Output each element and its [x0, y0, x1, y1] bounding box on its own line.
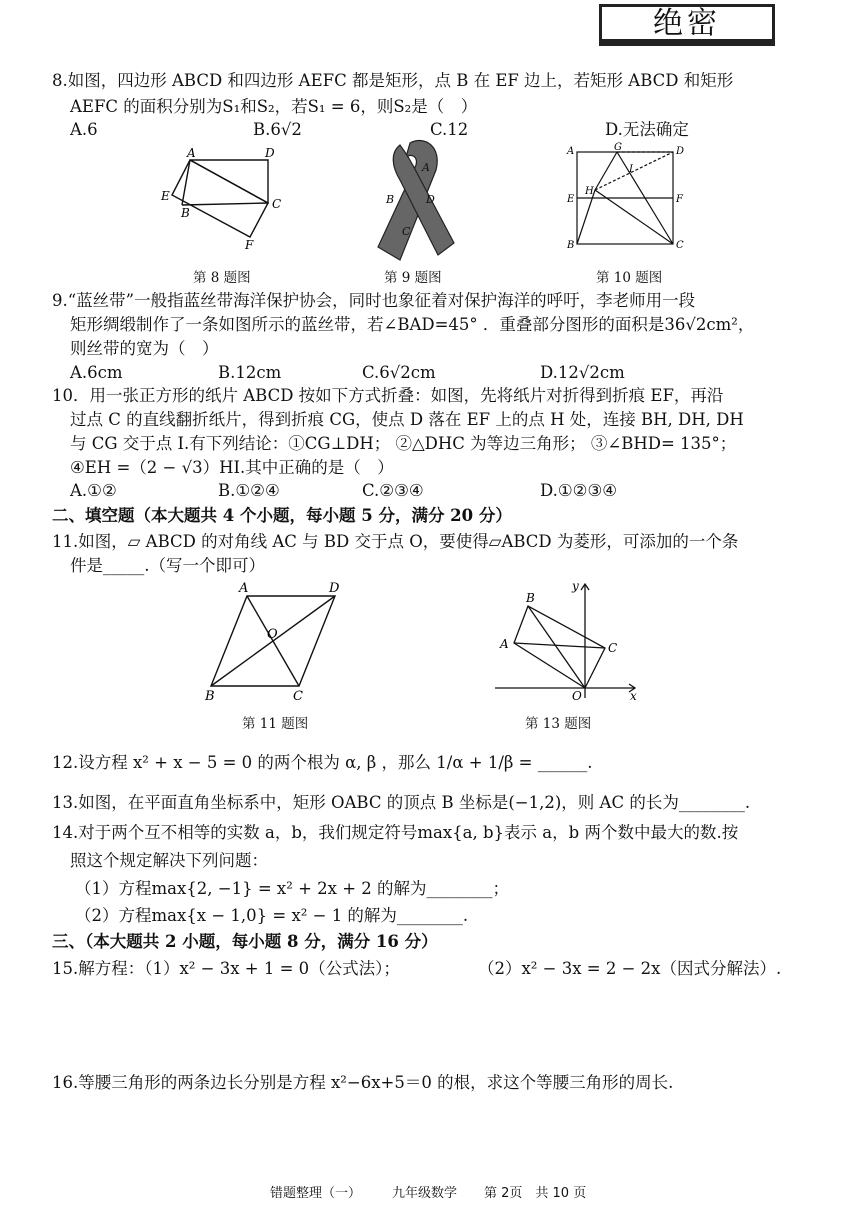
stamp-text: 绝密	[653, 6, 721, 41]
q8-option-b: B.6√2	[253, 120, 302, 139]
figure-9	[370, 135, 460, 265]
q10-option-d: D.①②③④	[540, 481, 618, 500]
fig8-label-d: D	[265, 146, 275, 160]
section-2-heading: 二、填空题（本大题共 4 个小题，每小题 5 分，满分 20 分）	[52, 506, 512, 525]
fig9-label-c: C	[402, 225, 411, 238]
q9-option-c: C.6√2cm	[362, 363, 436, 382]
footer-middle: 九年级数学	[392, 1186, 458, 1201]
q14-line4: （2）方程max{x − 1,0} = x² − 1 的解为________.	[75, 906, 469, 925]
q11-line1: 11.如图，▱ ABCD 的对角线 AC 与 BD 交于点 O，要使得▱ABCD 为菱形，可添加的一个条	[52, 532, 739, 551]
q16: 16.等腰三角形的两条边长分别是方程 x²−6x+5＝0 的根，求这个等腰三角形的周长.	[52, 1073, 674, 1092]
fig8-label-c: C	[272, 197, 282, 211]
q10-line2: 过点 C 的直线翻折纸片，得到折痕 CG，使点 D 落在 EF 上的点 H 处，连接 BH, DH, DH	[70, 410, 744, 429]
q13: 13.如图，在平面直角坐标系中，矩形 OABC 的顶点 B 坐标是(−1,2)，则 AC 的长为________.	[52, 793, 751, 812]
figure-11	[195, 580, 350, 705]
fig9-label-a: A	[422, 161, 430, 174]
fig10-label-g: G	[614, 142, 622, 153]
fig10-label-c: C	[676, 240, 684, 251]
q8-line1: 8.如图，四边形 ABCD 和四边形 AEFC 都是矩形，点 B 在 EF 边上，若矩形 ABCD 和矩形	[52, 71, 734, 90]
fig10-label-b: B	[567, 240, 575, 251]
q9-option-b: B.12cm	[218, 363, 282, 382]
figure-8	[155, 145, 295, 257]
fig10-label-d: D	[676, 146, 685, 157]
fig10-caption: 第 10 题图	[596, 270, 663, 286]
fig10-label-e: E	[567, 194, 575, 205]
fig11-label-c: C	[293, 689, 303, 704]
fig11-label-d: D	[329, 581, 340, 596]
q10-line1: 10．用一张正方形的纸片 ABCD 按如下方式折叠：如图，先将纸片对折得到折痕 EF，再沿	[52, 386, 724, 405]
q10-line4: ④EH =（2 − √3）HI.其中正确的是（ ）	[70, 458, 394, 477]
fig8-label-a: A	[187, 146, 196, 160]
fig13-caption: 第 13 题图	[525, 716, 592, 732]
q10-option-b: B.①②④	[218, 481, 280, 500]
fig11-label-a: A	[239, 581, 249, 596]
q10-line3: 与 CG 交于点 I.有下列结论：①CG⊥DH； ②△DHC 为等边三角形； ③∠BHD= 135°；	[70, 434, 737, 453]
q9-line2: 矩形绸缎制作了一条如图所示的蓝丝带，若∠BAD=45° ．重叠部分图形的面积是36√2cm²，	[70, 315, 755, 334]
q9-option-a: A.6cm	[70, 363, 123, 382]
q12: 12.设方程 x² + x − 5 = 0 的两个根为 α, β ，那么 1/α + 1/β = ______.	[52, 753, 593, 772]
fig11-caption: 第 11 题图	[242, 716, 309, 732]
fig13-label-o: O	[572, 689, 582, 703]
confidential-stamp	[599, 4, 775, 46]
q8-option-d: D.无法确定	[605, 120, 689, 139]
fig13-label-x: x	[630, 689, 637, 703]
footer-page: 第 2页 共 10 页	[484, 1186, 587, 1201]
q10-option-c: C.②③④	[362, 481, 424, 500]
q11-line2: 件是_____.（写一个即可）	[70, 556, 265, 575]
q9-line3: 则丝带的宽为（ ）	[70, 339, 219, 358]
fig13-label-y: y	[572, 579, 579, 593]
fig10-label-h: H	[585, 186, 594, 197]
q8-option-c: C.12	[430, 120, 469, 139]
q15-part2: （2）x² − 3x = 2 − 2x（因式分解法）.	[478, 959, 782, 978]
q14-line2: 照这个规定解决下列问题：	[70, 851, 268, 870]
fig13-label-b: B	[526, 591, 535, 605]
fig10-label-f: F	[676, 194, 683, 205]
fig9-caption: 第 9 题图	[384, 270, 442, 286]
fig9-label-b: B	[386, 193, 395, 206]
figure-10	[565, 140, 690, 255]
fig13-label-a: A	[500, 637, 509, 651]
fig11-label-b: B	[205, 689, 215, 704]
q9-option-d: D.12√2cm	[540, 363, 625, 382]
fig8-label-e: E	[161, 189, 170, 203]
fig8-caption: 第 8 题图	[193, 270, 251, 286]
fig9-label-d: D	[426, 193, 435, 206]
fig13-label-c: C	[608, 641, 618, 655]
fig11-label-o: O	[267, 627, 278, 642]
q8-line2: AEFC 的面积分别为S₁和S₂，若S₁ = 6，则S₂是（ ）	[70, 97, 478, 116]
q14-line3: （1）方程max{2, −1} = x² + 2x + 2 的解为________；	[75, 879, 510, 898]
q8-option-a: A.6	[70, 120, 98, 139]
q14-line1: 14.对于两个互不相等的实数 a，b，我们规定符号max{a, b}表示 a，b 两个数中最大的数.按	[52, 823, 739, 842]
figure-13	[490, 578, 650, 703]
fig10-label-a: A	[567, 146, 575, 157]
q9-line1: 9.“蓝丝带”一般指蓝丝带海洋保护协会，同时也象征着对保护海洋的呼吁，李老师用一段	[52, 291, 696, 310]
section-3-heading: 三、（本大题共 2 小题，每小题 8 分，满分 16 分）	[52, 932, 438, 951]
fig10-label-i: I	[629, 164, 633, 175]
fig8-label-f: F	[245, 238, 254, 252]
q10-option-a: A.①②	[70, 481, 117, 500]
q15-part1: 15.解方程：（1）x² − 3x + 1 = 0（公式法）；	[52, 959, 400, 978]
footer-left: 错题整理（一）	[270, 1186, 362, 1201]
fig8-label-b: B	[181, 206, 190, 220]
